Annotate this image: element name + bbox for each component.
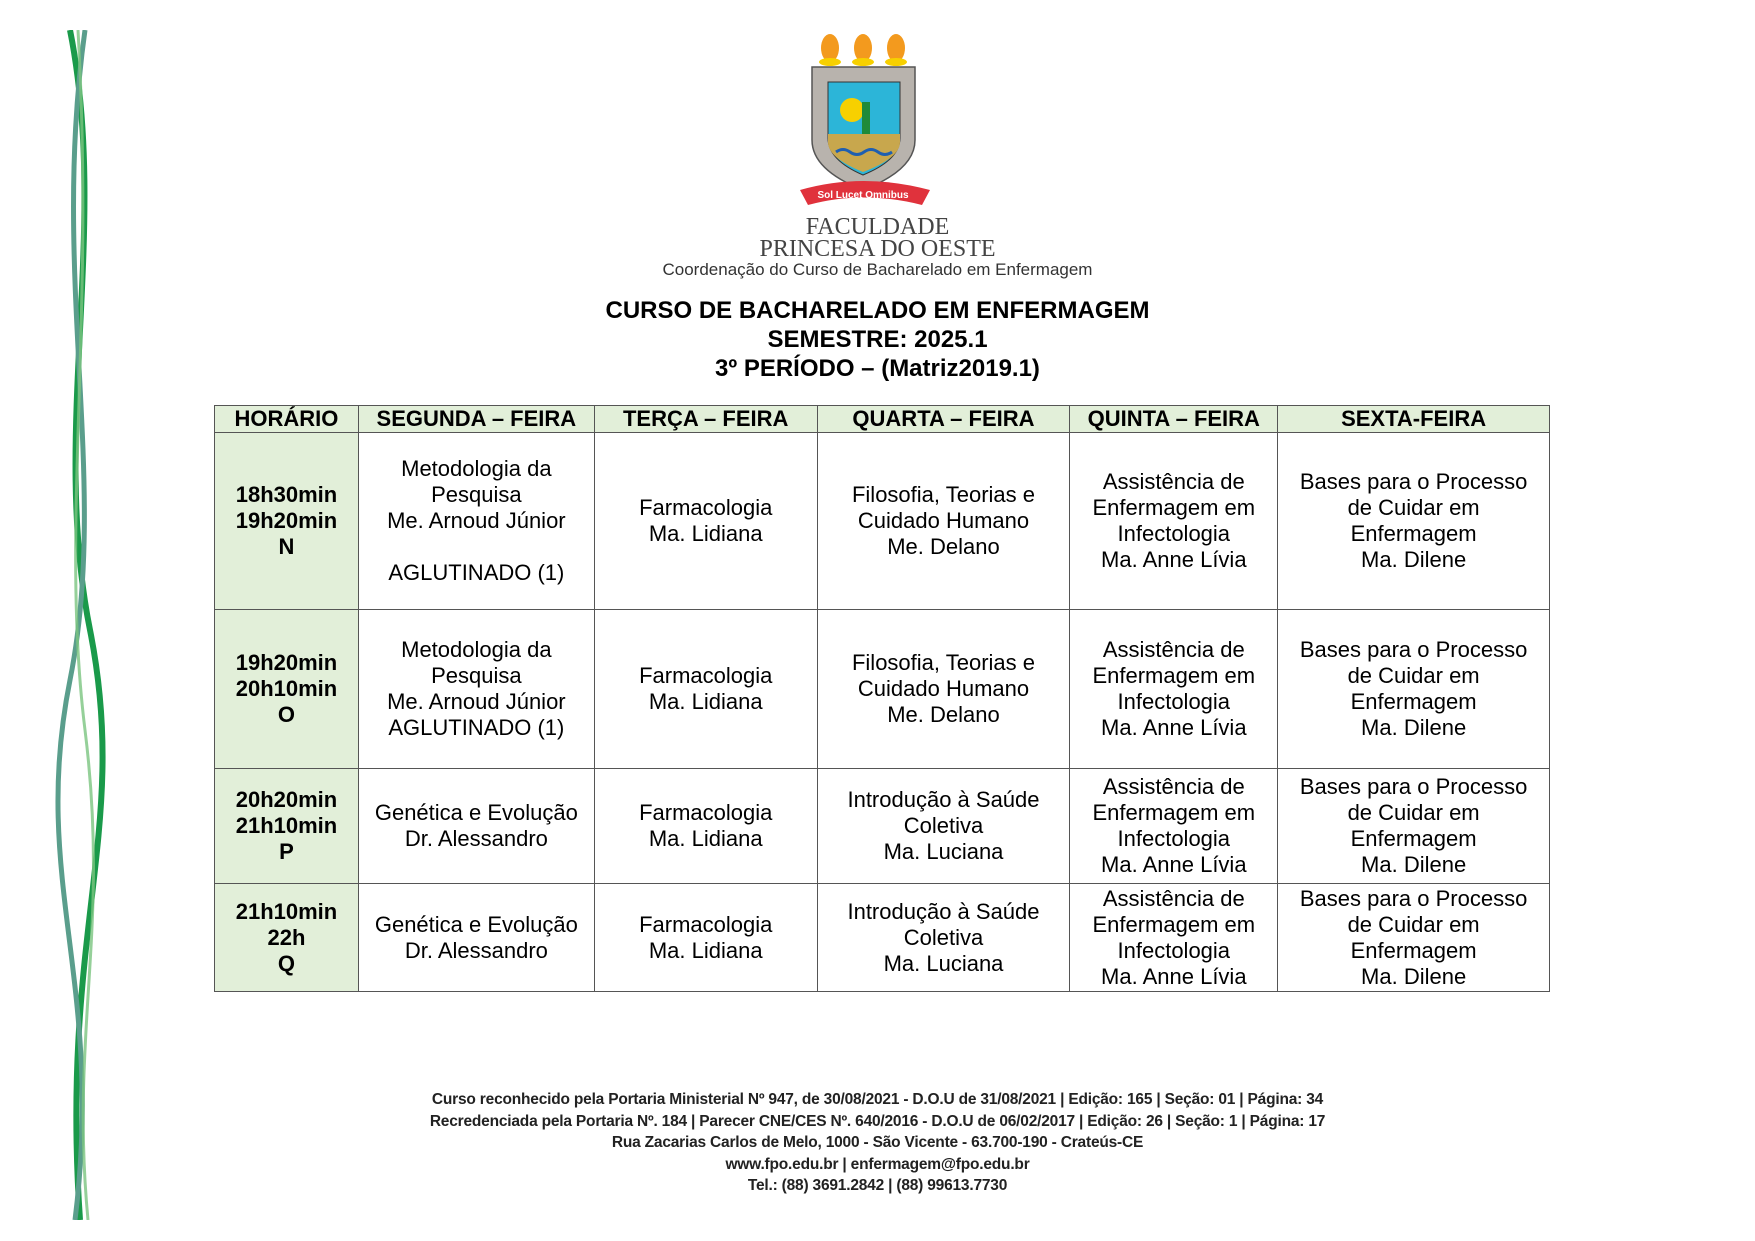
cell-line: Introdução à Saúde <box>847 898 1040 924</box>
cell-line <box>363 534 590 560</box>
column-header: SEXTA-FEIRA <box>1278 406 1550 433</box>
cell-line: Enfermagem <box>1350 937 1477 963</box>
class-cell <box>817 610 1070 769</box>
cell-line: Ma. Lidiana <box>648 826 763 851</box>
cell-line: Infectologia <box>1117 521 1231 546</box>
cell-line: Farmacologia <box>639 911 773 937</box>
class-cell <box>358 884 594 992</box>
cell-line: Q <box>277 950 296 976</box>
cell-line: Cuidado Humano <box>857 508 1030 533</box>
cell-line: AGLUTINADO (1) <box>388 560 565 585</box>
cell-line: Coletiva <box>903 813 984 838</box>
cell-line: Enfermagem <box>1350 689 1477 714</box>
cell-line: Ma. Anne Lívia <box>1101 963 1247 989</box>
cell-line: 20h10min <box>235 676 338 701</box>
footer-accreditation: Recredenciada pela Portaria Nº. 184 | Parecer CNE/CES Nº. 640/2016 - D.O.U de 06/02/2017 | Edição: 26 | Seção: 1 | Página: 17 <box>429 1112 1326 1130</box>
cell-line: Filosofia, Teorias e <box>851 650 1035 675</box>
time-slot-cell <box>215 884 359 992</box>
class-cell <box>1070 884 1278 992</box>
table-row <box>215 769 1550 884</box>
footer-recognition: Curso reconhecido pela Portaria Ministerial Nº 947, de 30/08/2021 - D.O.U de 31/08/2021 | Edição: 165 | Seção: 01 | Página: 34 <box>431 1091 1324 1108</box>
cell-line: Assistência de <box>1102 885 1245 911</box>
table-row <box>215 884 1550 992</box>
cell-line: 21h10min <box>235 898 338 924</box>
cell-line: Introdução à Saúde <box>847 787 1040 812</box>
cell-line: Ma. Luciana <box>883 950 1004 976</box>
time-slot-cell <box>215 610 359 769</box>
class-cell <box>817 769 1070 884</box>
class-cell <box>1070 433 1278 610</box>
cell-line: Ma. Dilene <box>1361 547 1467 572</box>
cell-line: Farmacologia <box>639 495 773 520</box>
coordination-subtitle: Coordenação do Curso de Bacharelado em Enfermagem <box>662 260 1093 279</box>
cell-line: P <box>279 839 294 864</box>
class-cell <box>1278 769 1550 884</box>
table-row <box>215 610 1550 769</box>
cell-line: N <box>278 534 295 559</box>
cell-line: 20h20min <box>235 787 338 812</box>
cell-line: Ma. Lidiana <box>648 937 763 963</box>
class-cell <box>817 433 1070 610</box>
schedule-table <box>214 405 1550 992</box>
cell-line: Enfermagem em <box>1092 663 1256 688</box>
cell-line: Infectologia <box>1117 937 1231 963</box>
class-cell <box>1278 433 1550 610</box>
cell-line: 22h <box>267 924 306 950</box>
cell-line: Enfermagem em <box>1092 800 1256 825</box>
cell-line: de Cuidar em <box>1347 800 1480 825</box>
cell-line: Infectologia <box>1117 826 1231 851</box>
cell-line: Cuidado Humano <box>857 676 1030 701</box>
column-header: HORÁRIO <box>215 406 359 433</box>
cell-line: Ma. Anne Lívia <box>1101 715 1247 740</box>
cell-line: Ma. Anne Lívia <box>1101 852 1247 877</box>
cell-line: Farmacologia <box>639 663 773 688</box>
cell-line: Bases para o Processo <box>1299 637 1528 662</box>
footer <box>0 1089 1755 1197</box>
cell-line: Enfermagem <box>1350 826 1477 851</box>
cell-line: 19h20min <box>235 650 338 675</box>
cell-line: Ma. Anne Lívia <box>1101 547 1247 572</box>
cell-line: Farmacologia <box>639 800 773 825</box>
institution-name-line1: FACULDADE <box>805 214 950 240</box>
cell-line: Coletiva <box>903 924 984 950</box>
column-header: QUINTA – FEIRA <box>1070 406 1278 433</box>
cell-line: Pesquisa <box>431 663 522 688</box>
class-cell <box>1278 884 1550 992</box>
cell-line: Me. Delano <box>887 534 1000 559</box>
class-cell <box>594 433 817 610</box>
institution-logo <box>790 30 965 215</box>
class-cell <box>817 884 1070 992</box>
cell-line: Metodologia da <box>401 637 552 662</box>
cell-line: Assistência de <box>1102 637 1245 662</box>
logo-motto: Sol Lucet Omnibus <box>817 190 909 201</box>
table-header-row <box>215 406 1550 433</box>
class-cell <box>594 769 817 884</box>
footer-phone: Tel.: (88) 3691.2842 | (88) 99613.7730 <box>747 1177 1008 1194</box>
class-cell <box>358 433 594 610</box>
cell-line: de Cuidar em <box>1347 495 1480 520</box>
footer-web-email: www.fpo.edu.br | enfermagem@fpo.edu.br <box>725 1155 1030 1173</box>
class-cell <box>1070 610 1278 769</box>
semester-title: SEMESTRE: 2025.1 <box>767 326 988 353</box>
time-slot-cell <box>215 433 359 610</box>
cell-line: Me. Delano <box>887 702 1000 727</box>
class-cell <box>594 610 817 769</box>
course-title: CURSO DE BACHARELADO EM ENFERMAGEM <box>605 297 1150 324</box>
cell-line: Ma. Dilene <box>1361 852 1467 877</box>
cell-line: Ma. Dilene <box>1361 715 1467 740</box>
class-cell <box>1070 769 1278 884</box>
cell-line: 18h30min <box>235 482 338 507</box>
cell-line: Ma. Dilene <box>1361 963 1467 989</box>
cell-line: Ma. Lidiana <box>648 521 763 546</box>
cell-line: Filosofia, Teorias e <box>851 482 1035 507</box>
cell-line: Assistência de <box>1102 469 1245 494</box>
column-header: SEGUNDA – FEIRA <box>358 406 594 433</box>
time-slot-cell <box>215 769 359 884</box>
decorative-ribbon <box>50 30 120 1220</box>
cell-line: 21h10min <box>235 813 338 838</box>
cell-line: Genética e Evolução <box>374 800 578 825</box>
class-cell <box>358 610 594 769</box>
class-cell <box>594 884 817 992</box>
cell-line: Genética e Evolução <box>374 911 578 937</box>
column-header: QUARTA – FEIRA <box>817 406 1070 433</box>
cell-line: Me. Arnoud Júnior <box>387 508 566 533</box>
table-row <box>215 433 1550 610</box>
cell-line: 19h20min <box>235 508 338 533</box>
cell-line: Dr. Alessandro <box>404 937 548 963</box>
institution-name-line2: PRINCESA DO OESTE <box>759 236 996 262</box>
cell-line: Enfermagem em <box>1092 911 1256 937</box>
cell-line: Bases para o Processo <box>1299 469 1528 494</box>
period-title: 3º PERÍODO – (Matriz2019.1) <box>715 355 1040 382</box>
cell-line: AGLUTINADO (1) <box>388 715 565 740</box>
class-cell <box>358 769 594 884</box>
cell-line: Enfermagem em <box>1092 495 1256 520</box>
cell-line: de Cuidar em <box>1347 911 1480 937</box>
cell-line: Ma. Luciana <box>883 839 1004 864</box>
footer-address: Rua Zacarias Carlos de Melo, 1000 - São Vicente - 63.700-190 - Crateús-CE <box>611 1134 1144 1151</box>
cell-line: Pesquisa <box>431 482 522 507</box>
cell-line: Ma. Lidiana <box>648 689 763 714</box>
cell-line: Dr. Alessandro <box>404 826 548 851</box>
cell-line: Enfermagem <box>1350 521 1477 546</box>
cell-line: Bases para o Processo <box>1299 774 1528 799</box>
cell-line: Assistência de <box>1102 774 1245 799</box>
cell-line: Infectologia <box>1117 689 1231 714</box>
cell-line: Metodologia da <box>401 456 552 481</box>
cell-line: Bases para o Processo <box>1299 885 1528 911</box>
cell-line: O <box>277 702 296 727</box>
class-cell <box>1278 610 1550 769</box>
cell-line: Me. Arnoud Júnior <box>387 689 566 714</box>
cell-line: de Cuidar em <box>1347 663 1480 688</box>
column-header: TERÇA – FEIRA <box>594 406 817 433</box>
document-titles <box>0 296 1755 383</box>
